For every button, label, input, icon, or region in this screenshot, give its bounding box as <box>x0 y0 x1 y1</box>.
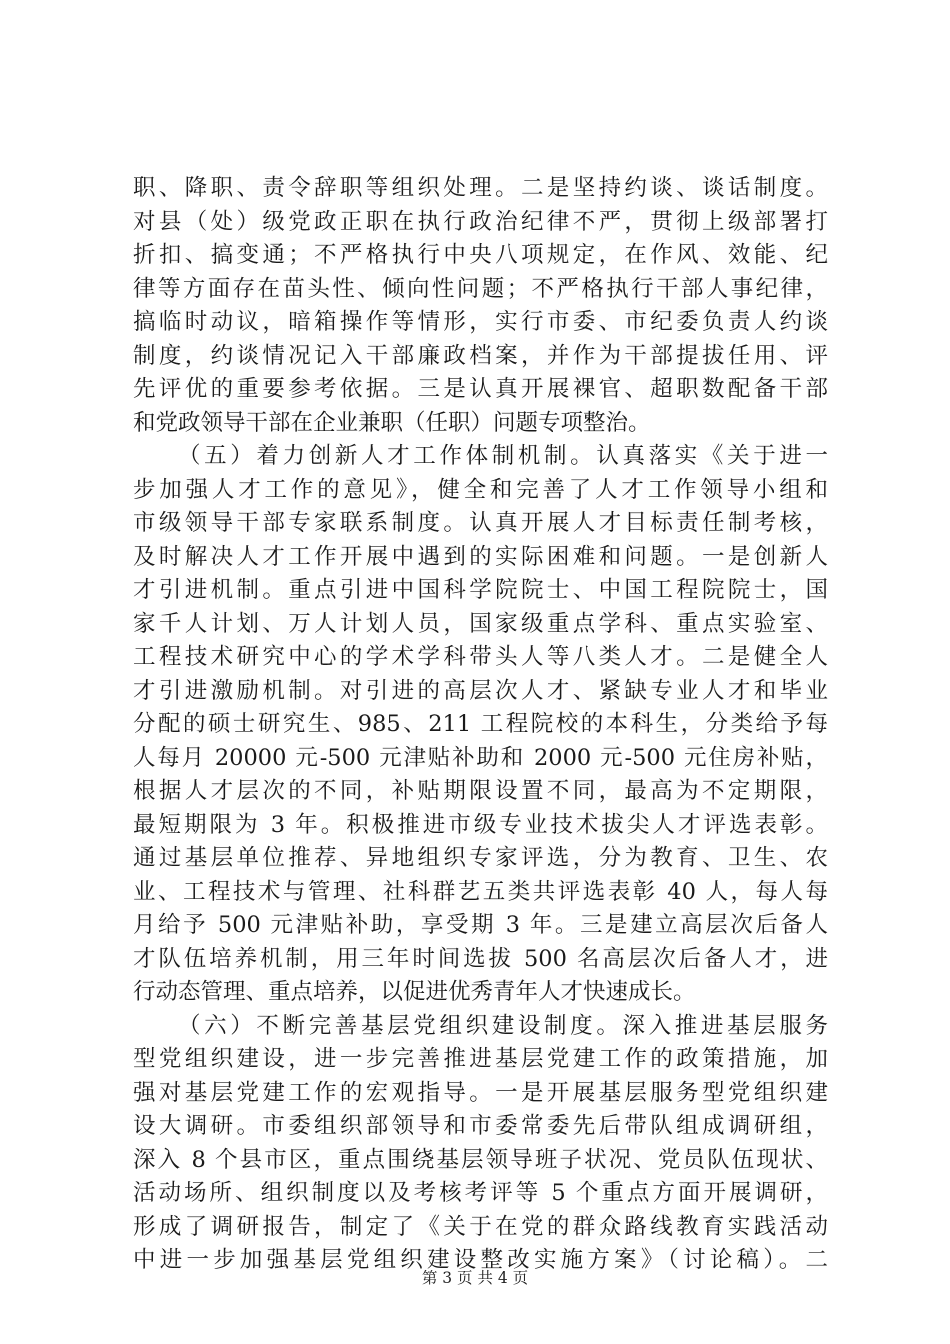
text-line-content: 才队伍培养机制，用三年时间选拔 500 名高层次后备人才，进 <box>133 945 828 972</box>
text-line-content: 分配的硕士研究生、985、211 工程院校的本科生，分类给予每 <box>133 711 828 737</box>
text-line <box>133 373 828 407</box>
text-line <box>133 976 828 1010</box>
text-line-content: 及时解决人才工作开展中遇到的实际困难和问题。一是创新人 <box>133 543 828 570</box>
text-line <box>133 1177 828 1211</box>
text-line-content: 制度，约谈情况记入干部廉政档案，并作为干部提拔任用、评 <box>133 342 828 369</box>
text-line-content: 活动场所、组织制度以及考核考评等 5 个重点方面开展调研， <box>133 1180 828 1206</box>
text-line-content: 职、降职、责令辞职等组织处理。二是坚持约谈、谈话制度。 <box>133 175 828 201</box>
text-line-content: 月给予 500 元津贴补助，享受期 3 年。三是建立高层次后备人 <box>133 912 828 938</box>
text-line <box>133 507 828 541</box>
text-line-content: 对县（处）级党政正职在执行政治纪律不严，贯彻上级部署打 <box>133 208 828 235</box>
text-line <box>133 608 828 642</box>
text-line <box>133 809 828 843</box>
text-line <box>133 742 828 776</box>
text-line <box>133 1144 828 1178</box>
text-line <box>133 206 828 240</box>
paragraph-indent <box>133 1010 178 1044</box>
text-line-content: 行动态管理、重点培养，以促进优秀青年人才快速成长。 <box>133 979 696 1005</box>
text-line <box>133 440 828 474</box>
text-line-content: 人每月 20000 元-500 元津贴补助和 2000 元-500 元住房补贴， <box>133 744 828 771</box>
text-line <box>133 641 828 675</box>
text-line-content: 工程技术研究中心的学术学科带头人等八类人才。二是健全人 <box>133 644 828 670</box>
text-line <box>133 675 828 709</box>
text-line-content: 步加强人才工作的意见》，健全和完善了人才工作领导小组和 <box>133 476 828 503</box>
text-line-content: 型党组织建设，进一步完善推进基层党建工作的政策措施，加 <box>133 1046 828 1072</box>
text-line <box>133 340 828 374</box>
text-line-content: 才引进激励机制。对引进的高层次人才、紧缺专业人才和毕业 <box>133 677 828 704</box>
text-line-content: 业、工程技术与管理、社科群艺五类共评选表彰 40 人，每人每 <box>133 878 828 905</box>
text-line-content: 先评优的重要参考依据。三是认真开展裸官、超职数配备干部 <box>133 376 828 402</box>
text-line <box>133 273 828 307</box>
text-line-content: 根据人才层次的不同，补贴期限设置不同，最高为不定期限， <box>133 778 828 804</box>
text-line-content: 市级领导干部专家联系制度。认真开展人才目标责任制考核， <box>133 510 828 536</box>
document-body <box>133 172 828 1278</box>
text-line <box>133 474 828 508</box>
text-line <box>133 407 828 441</box>
text-line-content: （六）不断完善基层党组织建设制度。深入推进基层服务 <box>178 1012 828 1039</box>
text-line <box>133 541 828 575</box>
text-line-content: 最短期限为 3 年。积极推进市级专业技术拔尖人才评选表彰。 <box>133 811 828 838</box>
text-line-content: 深入 8 个县市区，重点围绕基层领导班子状况、党员队伍现状、 <box>133 1146 828 1173</box>
text-line-content: 家千人计划、万人计划人员，国家级重点学科、重点实验室、 <box>133 610 828 637</box>
text-line <box>133 1077 828 1111</box>
paragraph-indent <box>133 440 178 474</box>
text-line-content: 中进一步加强基层党组织建设整改实施方案》（讨论稿）。二 <box>133 1247 828 1273</box>
text-line-content: 才引进机制。重点引进中国科学院院士、中国工程院院士，国 <box>133 577 828 603</box>
text-line-content: 搞临时动议，暗箱操作等情形，实行市委、市纪委负责人约谈 <box>133 309 828 335</box>
text-line-content: 设大调研。市委组织部领导和市委常委先后带队组成调研组， <box>133 1113 828 1139</box>
text-line-content: （五）着力创新人才工作体制机制。认真落实《关于进一 <box>178 443 828 469</box>
page-footer: 第 3 页 共 4 页 <box>421 1269 529 1287</box>
text-line-content: 形成了调研报告，制定了《关于在党的群众路线教育实践活动 <box>133 1213 828 1240</box>
text-line <box>133 876 828 910</box>
text-line <box>133 1010 828 1044</box>
text-line <box>133 943 828 977</box>
text-line-content: 通过基层单位推荐、异地组织专家评选，分为教育、卫生、农 <box>133 845 828 871</box>
text-line-content: 律等方面存在苗头性、倾向性问题；不严格执行干部人事纪律， <box>133 275 828 302</box>
text-line <box>133 574 828 608</box>
text-line <box>133 708 828 742</box>
text-line <box>133 1110 828 1144</box>
text-line-content: 和党政领导干部在企业兼职（任职）问题专项整治。 <box>133 409 651 436</box>
text-line-content: 强对基层党建工作的宏观指导。一是开展基层服务型党组织建 <box>133 1079 828 1106</box>
text-line <box>133 172 828 206</box>
text-line <box>133 909 828 943</box>
text-line <box>133 1043 828 1077</box>
text-line-content: 折扣、搞变通；不严格执行中央八项规定，在作风、效能、纪 <box>133 242 828 268</box>
text-line <box>133 306 828 340</box>
text-line <box>133 842 828 876</box>
text-line <box>133 1211 828 1245</box>
text-line <box>133 239 828 273</box>
text-line <box>133 775 828 809</box>
